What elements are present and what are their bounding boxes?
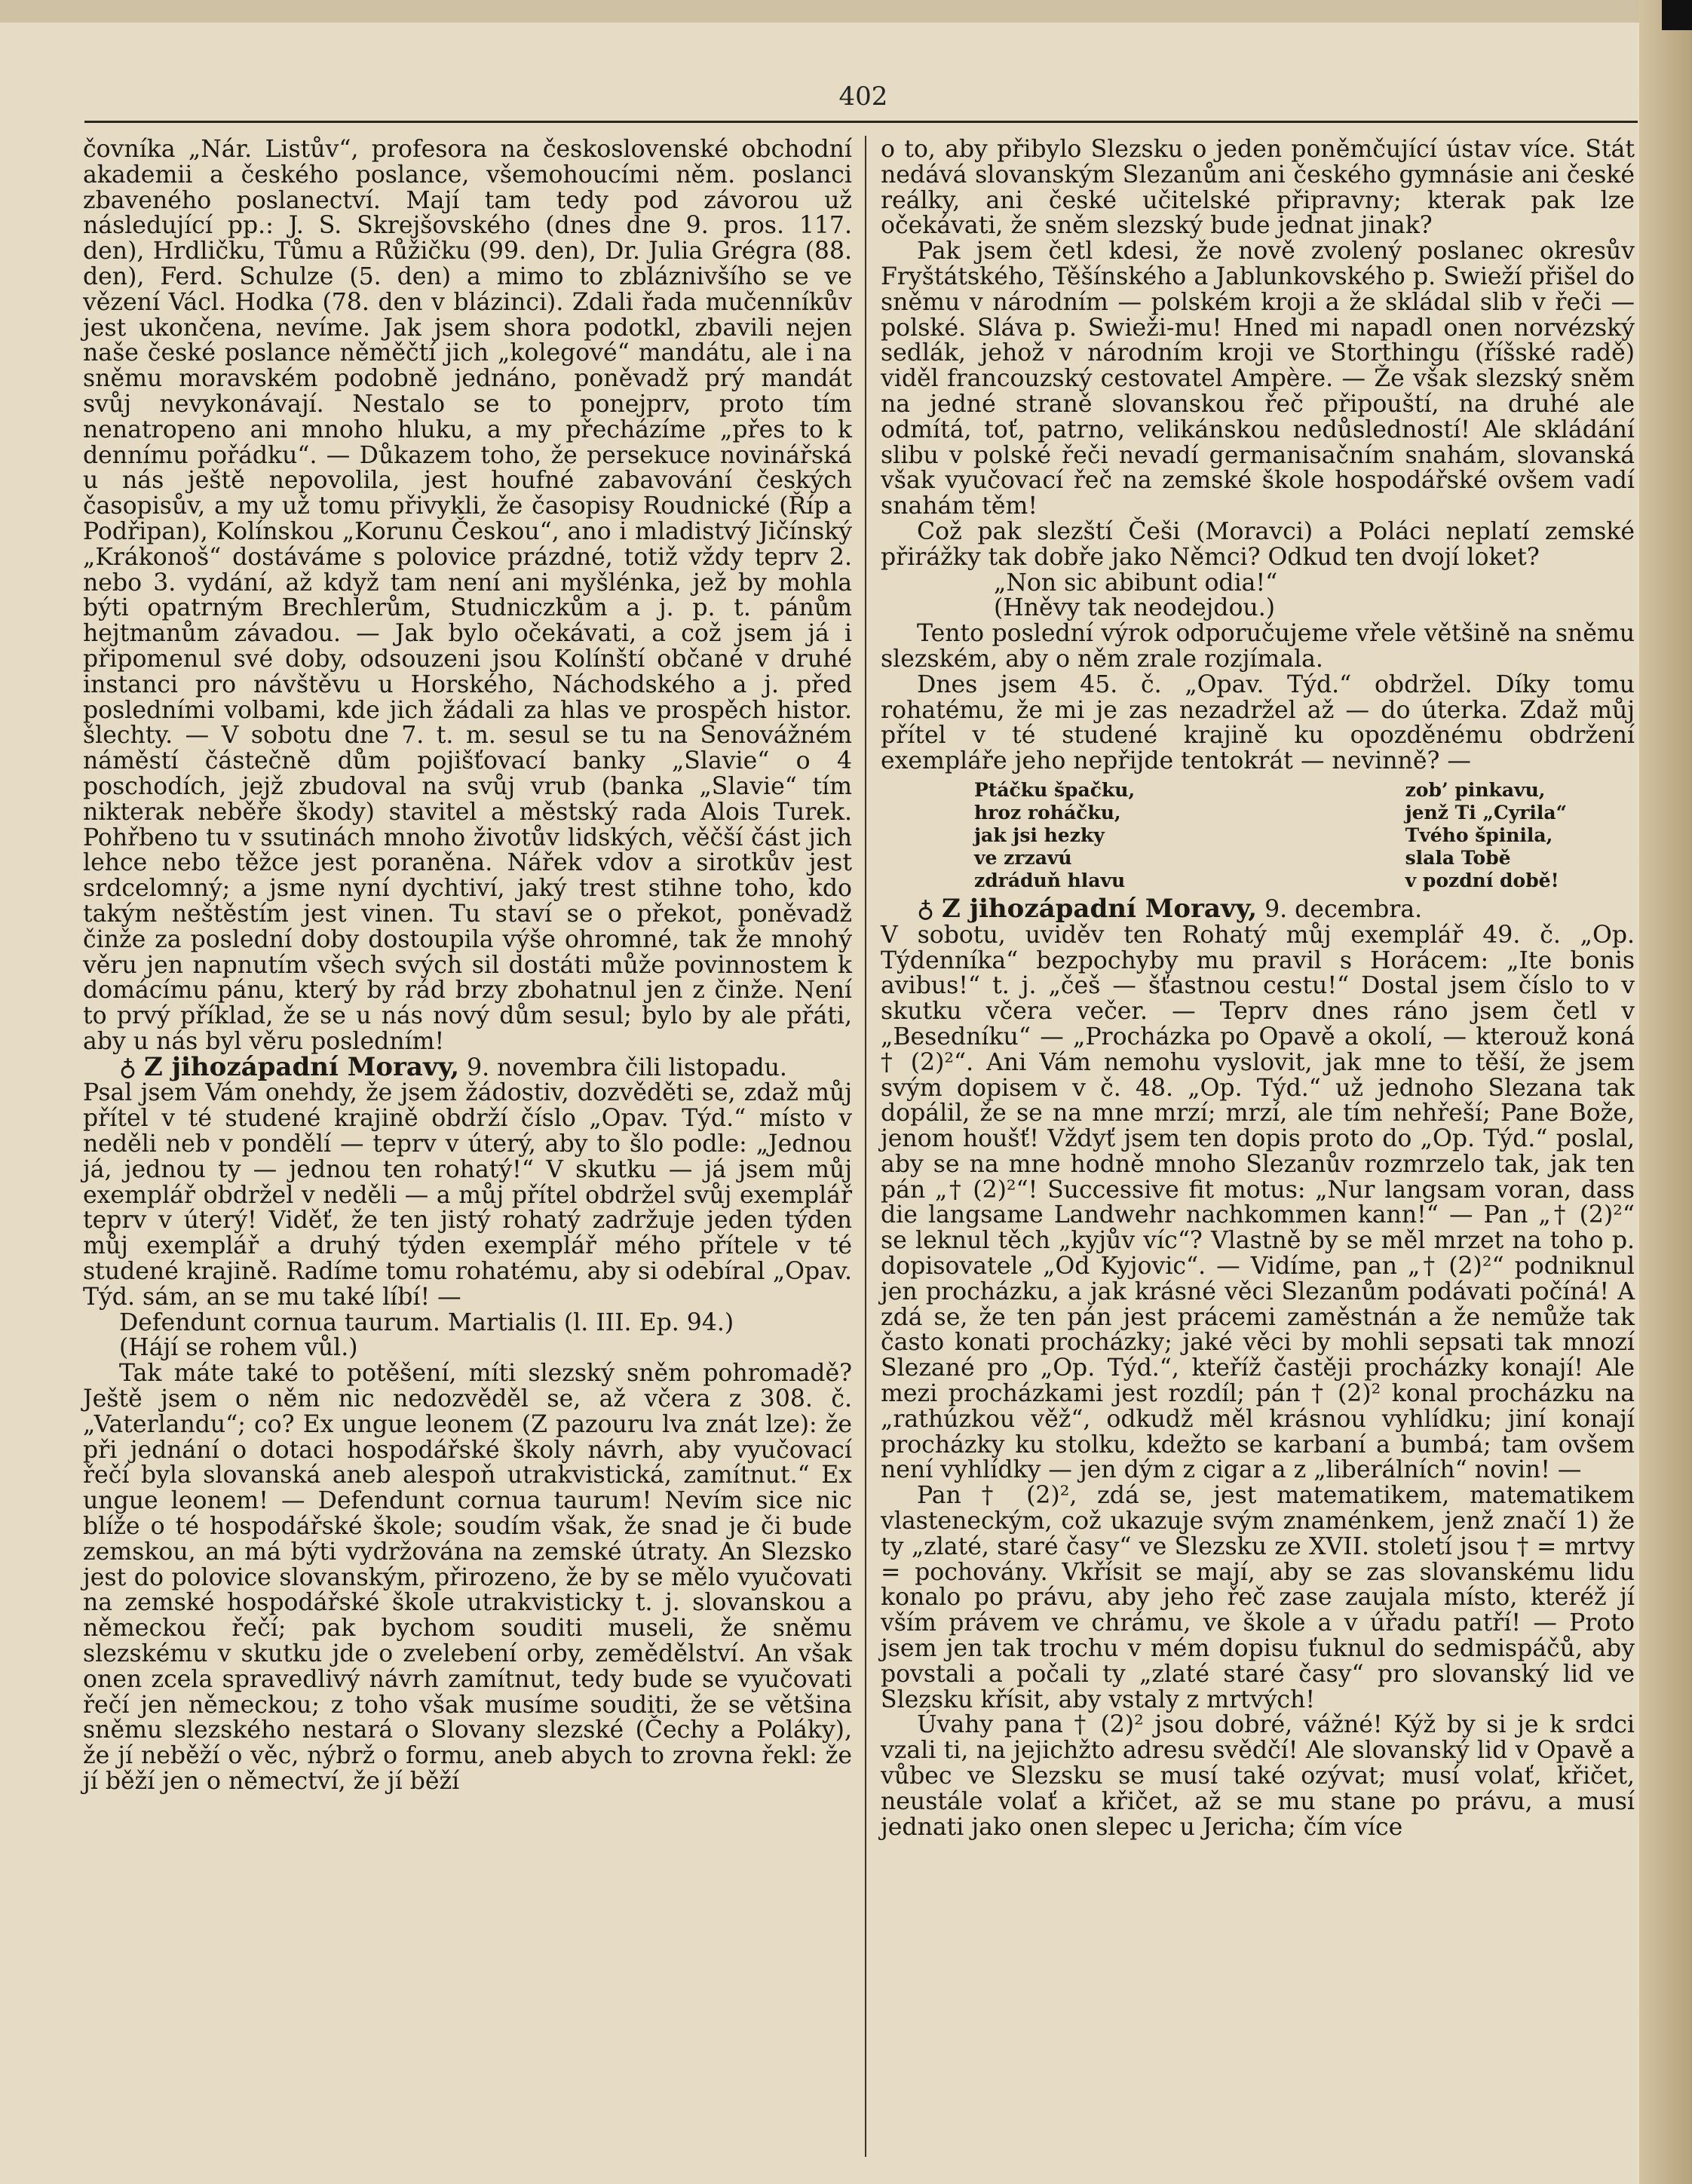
header-rule [84,121,1638,123]
page-number: 402 [838,81,888,112]
right-paragraph-4: Tento poslední výrok odporučujeme vřele většině na sněmu slezském, aby o něm zrale rozjímala. [881,620,1635,673]
poem-line: slala Tobě [1405,846,1511,869]
poem-line: Tvého špinila, [1405,824,1553,846]
section-mark-icon: ♁ [917,895,935,923]
section-title: Z jihozápadní Moravy, [144,1051,460,1082]
poem-line: zob’ pinkavu, [1405,778,1546,801]
poem-right-column [1405,779,1567,892]
left-paragraph-1: čovníka „Nár. Listův“, profesora na československé obchodní akademii a českého poslance, všemohoucími něm. poslanci zbaveného poslanectví. Mají tam tedy pod závorou už následující pp.: J. S. Skrejšovského (dnes dne 9. pros. 117. den), Hrdličku, Tůmu a Růžičku (99. den), Dr. Julia Grégra (88. den), Ferd. Schulze (5. den) a mimo to zbláznivšího se ve vězení Václ. Hodka (78. den v blázinci). Zdali řada mučenníkův jest ukončena, nevíme. Jak jsem shora podotkl, zbavili nejen naše české poslance něměčtí jich „kolegové“ mandátu, ale i na sněmu moravském podobně jednáno, poněvadž prý mandát svůj nevykonávají. Nestalo se to ponejprv, proto tím nenatropeno ani mnoho hluku, a my přecházíme „přes to k dennímu pořádku“. — Důkazem toho, že persekuce novinářská u nás ještě nepovolila, jest houfné zabavování českých časopisův, a my už tomu přivykli, že časopisy Roudnické (Říp a Podřipan), Kolínskou „Korunu Českou“, ano i mladistvý Jičínský „Krákonoš“ dostáváme s polovice prázdné, totiž vždy teprv 2. nebo 3. vydání, až když tam není ani myšlénka, jež by mohla býti opatrným Brechlerům, Studniczkům a j. p. t. pánům hejtmanům závadou. — Jak bylo očekávati, a což jsem já i připomenul své doby, odsouzeni jsou Kolínští občané v druhé instanci pro návštěvu u Horského, Náchodského a j. před posledními volbami, kde jich žádali za hlas ve prospěch histor. šlechty. — V sobotu dne 7. t. m. sesul se tu na Senovážném náměstí částečně dům pojišťovací banky „Slavie“ o 4 poschodích, jejž zbudoval na svůj vrub (banka „Slavie“ tím nikterak neběře škody) stavitel a městský rada Alois Turek. Pohřbeno tu v ssutinách mnoho životův lidských, věčší část jich lehce nebo těžce jest poraněna. Nářek vdov a sirotkův jest srdcelomný; a jsme nyní dychtiví, jaký trest stihne toho, kdo takým neštěstím jest vinen. Tu staví se o překot, poněvadž činže za poslední doby dostoupila výše ohromné, tak že mnohý věru jen napnutím všech svých sil dostáti může povinnostem k domácímu pánu, který by rád brzy zbohatnul jen z činže. Není to prvý příklad, že se u nás nový dům sesul; bylo by ale přáti, aby u nás byl věru posledním! [83,136,852,1055]
section-date: 9. decembra. [1257,895,1423,923]
section-title: Z jihozápadní Moravy, [942,893,1258,924]
right-column [881,137,1635,1840]
right-paragraph-6: V sobotu, uviděv ten Rohatý můj exemplář 49. č. „Op. Týdenníka“ bezpochyby mu pravil s Horácem: „Ite bonis avibus!“ t. j. „češ — šťastnou cestu!“ Dostal jsem číslo to v skutku včera večer. — Teprv dnes ráno jsem četl v „Besedníku“ — „Procházka po Opavě a okolí, — kterouž koná † (2)²“. Ani Vám nemohu vyslovit, jak mne to těší, že jsem svým dopisem v č. 48. „Op. Týd.“ už jednoho Slezana tak dopálil, že se na mne mrzí; mrzí, ale tím nehřeší; Pane Bože, jenom houšť! Vždyť jsem ten dopis proto do „Op. Týd.“ poslal, aby se na mne hodně mnoho Slezanův rozmrzelo tak, jak ten pán „† (2)²“! Successive fit motus: „Nur langsam voran, dass die langsame Landwehr nachkommen kann!“ — Pan „† (2)²“ se leknul těch „kyjův víc“? Vlastně by se měl mrzet na toho p. dopisovatele „Od Kyjovic“. — Vidíme, pan „† (2)²“ podniknul jen procházku, a jak krásné věci Slezanům podávati počíná! A zdá se, že ten pán jest prácemi zaměstnán a že nemůže tak často konati procházky; jaké věci by mohli sepsati tak mnozí Slezané pro „Op. Týd.“, kteříž častěji procházky konají! Ale mezi procházkami jest rozdíl; pán † (2)² konal procházku na „rathúzkou věž“, odkudž měl krásnou vyhlídku; jiní konají procházky ku stolku, kdežto se karbaní a bumbá; tam ovšem není vyhlídky — jen dým z cigar a z „liberálních“ novin! — [881,921,1635,1484]
poem-line: zdráduň hlavu [974,869,1126,891]
section-heading-december [881,893,1635,924]
right-paragraph-7: Pan † (2)², zdá se, jest matematikem, matematikem vlasteneckým, což ukazuje svým znaménkem, jenž značí 1) že ty „zlaté, staré časy“ ve Slezsku ze XVII. století jsou † = mrtvy = pochovány. Vkřísit se mají, aby se zas slovanskému lidu konalo po právu, aby jeho řeč zase zaujala místo, kteréž jí vším právem ve chrámu, ve škole a v úřadu patří! — Proto jsem jen tak trochu v mém dopisu ťuknul do sedmispáčů, aby povstali a počali ty „zlaté staré časy“ pro slovanský lid ve Slezsku křísit, aby vstaly z mrtvých! [881,1482,1635,1713]
right-paragraph-5: Dnes jsem 45. č. „Opav. Týd.“ obdržel. Díky tomu rohatému, že mi je zas nezadržel až — do úterka. Zdaž můj přítel v té studené krajině ku opozděnému obdržení exempláře jeho nepřijde tentokrát — nevinně? — [881,670,1635,775]
left-paragraph-2: Psal jsem Vám onehdy, že jsem žádostiv, dozvěděti se, zdaž můj přítel v té studené krajině obdrží číslo „Opav. Týd.“ místo v neděli neb v pondělí — teprv v úterý, aby to šlo podle: „Jednou já, jednou ty — jednou ten rohatý!“ V skutku — já jsem můj exemplář obdržel v neděli — a můj přítel obdržel svůj exemplář teprv v úterý! Viděť, že ten jistý rohatý zadržuje jeden týden můj exemplář a druhý týden exemplář mého přítele v té studené krajině. Radíme tomu rohatému, aby si odebíral „Opav. Týd. sám, an se mu také líbí! — [83,1079,852,1311]
scan-edge-top [0,0,1692,23]
poem-left-column [974,779,1135,892]
left-column [83,137,852,1795]
right-paragraph-2: Pak jsem četl kdesi, že nově zvolený poslanec okresův Fryštátského, Těšínského a Jablunkovského p. Swieží přišel do sněmu v národním — polském kroji a že skládal slib v řeči — polské. Sláva p. Swieži-mu! Hned mi napadl onen norvézský sedlák, jehož v národním kroji ve Storthingu (říšské radě) viděl francouzský cestovatel Ampère. — Že však slezský sněm na jedné straně slovanskou řeč připouští, na druhé ale odmítá, toť, patrno, velikánskou nedůsledností! Ale skládání slibu v polské řeči nevadí germanisačním snahám, slovanská však vyučovací řeč na zemské škole hospodářské ovšem vadí snahám těm! [881,238,1635,520]
right-quote-translation: (Hněvy tak neodejdou.) [994,594,1276,622]
scan-corner-mark [1662,0,1692,30]
column-divider [865,136,866,2157]
section-mark-icon: ♁ [119,1054,137,1081]
section-heading-november [83,1051,852,1082]
right-paragraph-8: Úvahy pana † (2)² jsou dobré, vážné! Kýž by si je k srdci vzali ti, na jejichžto adresu svědčí! Ale slovanský lid v Opavě a vůbec ve Slezsku se musí také ozývat; musí volať, křičet, neustále volať a křičet, až se mu stane po právu, a musí jednati jako onen slepec u Jericha; čím více [881,1711,1635,1841]
poem [881,775,1635,897]
poem-line: jenž Ti „Cyrila“ [1405,801,1567,824]
poem-line: hroz roháčku, [974,801,1121,824]
left-paragraph-3: Tak máte také to potěšení, míti slezský sněm pohromadě? Ještě jsem o něm nic nedozvěděl se, až včera z 308. č. „Vaterlandu“; co? Ex ungue leonem (Z pazouru lva znát lze): že při jednání o dotaci hospodářské školy návrh, aby vyučovací řečí byla slovanská aneb alespoň utrakvistická, zamítnut.“ Ex ungue leonem! — Defendunt cornua taurum! Nevím sice nic blíže o té hospodářské škole; soudím však, že snad je či bude zemskou, an má býti vydržována na zemské útraty. An Slezsko jest do polovice slovanským, přirozeno, že by se mělo vyučovati na zemské hospodářské škole utrakvisticky t. j. slovanskou a německou řečí; pak bychom souditi museli, že sněmu slezskému v skutku jde o zvelebení orby, zemědělství. An však onen zcela spravedlivý návrh zamítnut, tedy bude se vyučovati řečí jen německou; z toho však musíme souditi, že se většina sněmu slezského nestará o Slovany slezské (Čechy a Poláky), že jí neběží o věc, nýbrž o formu, aneb abych to zrovna řekl: že jí běží jen o němectví, že jí běží [83,1360,852,1795]
scan-edge-right [1639,0,1692,2184]
poem-line: ve zrzavú [974,846,1072,869]
section-date: 9. novembra čili listopadu. [459,1054,787,1081]
right-quote-latin: „Non sic abibunt odia!“ [994,569,1278,597]
right-paragraph-3: Což pak slezští Češi (Moravci) a Poláci neplatí zemské přirážky tak dobře jako Němci? Odkud ten dvojí loket? [881,517,1635,571]
poem-line: Ptáčku špačku, [974,778,1136,801]
right-paragraph-1: o to, aby přibylo Slezsku o jeden poněmčující ústav více. Stát nedává slovanským Slezanům ani českého gymnásie ani české reálky, ani české učitelské připravny; kterak pak lze očekávati, že sněm slezský bude jednat jinak? [881,136,1635,240]
left-quote-translation: (Hájí se rohem vůl.) [119,1334,358,1362]
poem-line: jak jsi hezky [974,824,1105,846]
left-quote-latin: Defendunt cornua taurum. Martialis (l. III. Ep. 94.) [119,1308,734,1336]
poem-line: v pozdní době! [1405,869,1559,891]
